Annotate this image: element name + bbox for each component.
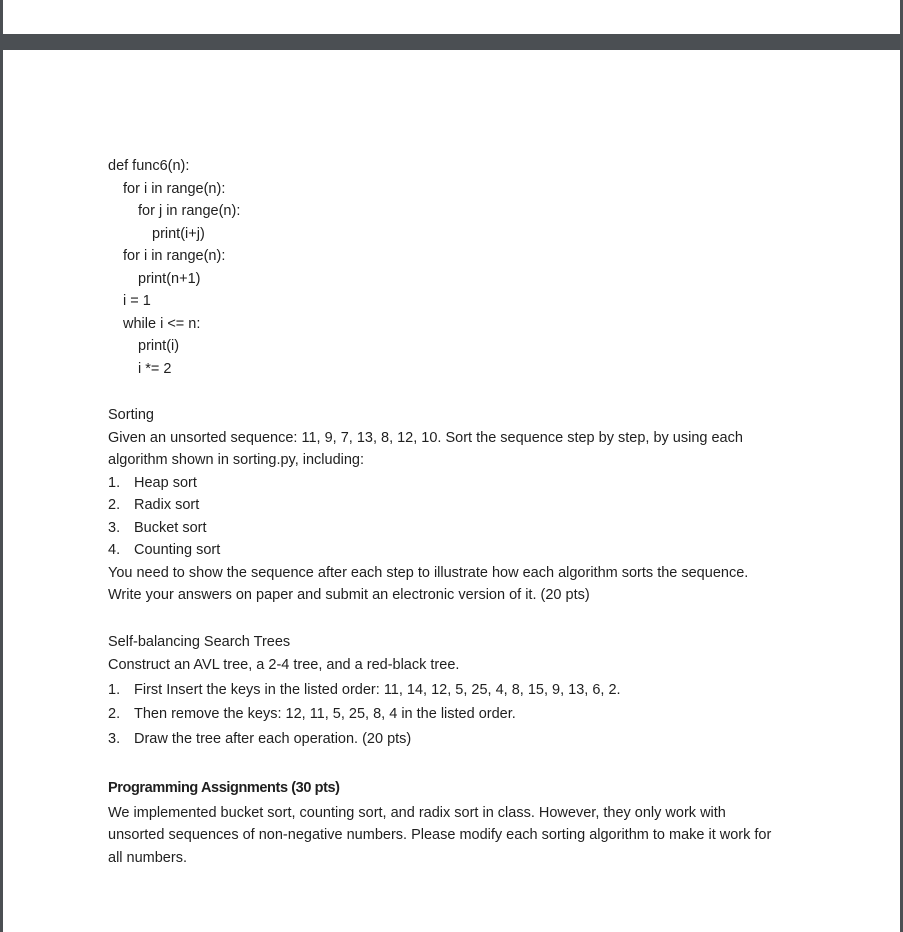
- code-line: while i <= n:: [123, 315, 201, 332]
- spacer: [108, 751, 808, 775]
- list-number: 3.: [108, 519, 121, 536]
- sorting-list: [108, 472, 808, 562]
- code-line: for i in range(n):: [123, 248, 226, 264]
- spacer: [108, 607, 808, 631]
- list-number: 3.: [108, 730, 121, 747]
- document-page: [3, 50, 900, 932]
- code-line: print(i): [138, 338, 180, 354]
- programming-heading: Programming Assignments (30 pts): [108, 780, 340, 796]
- list-item: [108, 472, 808, 495]
- list-text: Draw the tree after each operation. (20 pts): [134, 730, 412, 747]
- programming-text: unsorted sequences of non-negative numbers. Please modify each sorting algorithm to make it work for: [108, 827, 772, 843]
- list-text: Bucket sort: [134, 519, 207, 536]
- code-line: def func6(n):: [108, 158, 190, 174]
- list-item: [108, 539, 808, 562]
- list-item: [108, 702, 808, 727]
- programming-text: all numbers.: [108, 849, 187, 866]
- list-text: Radix sort: [134, 497, 200, 513]
- programming-section: [108, 777, 808, 869]
- list-number: 4.: [108, 542, 121, 558]
- sorting-intro: algorithm shown in sorting.py, including:: [108, 452, 365, 468]
- trees-list: [108, 678, 808, 752]
- sorting-heading: Sorting: [108, 407, 154, 423]
- list-number: 1.: [108, 681, 121, 698]
- list-item: [108, 727, 808, 752]
- list-text: Then remove the keys: 12, 11, 5, 25, 8, 4 in the listed order.: [134, 706, 516, 722]
- code-line: print(i+j): [152, 225, 205, 242]
- trees-intro: Construct an AVL tree, a 2-4 tree, and a red-black tree.: [108, 657, 460, 673]
- sorting-outro: Write your answers on paper and submit an electronic version of it. (20 pts): [108, 587, 590, 603]
- list-item: [108, 494, 808, 517]
- code-line: print(n+1): [138, 270, 201, 287]
- spacer: [108, 380, 808, 404]
- previous-page-bottom: [3, 0, 900, 34]
- list-text: Counting sort: [134, 542, 221, 558]
- trees-section: [108, 631, 808, 752]
- page-content: [108, 155, 808, 869]
- code-line: i *= 2: [138, 360, 172, 377]
- list-text: First Insert the keys in the listed order: 11, 14, 12, 5, 25, 4, 8, 15, 9, 13, 6, 2.: [134, 681, 621, 698]
- sorting-outro: You need to show the sequence after each step to illustrate how each algorithm sorts the sequence.: [108, 564, 749, 581]
- sorting-section: [108, 404, 808, 607]
- code-line: i = 1: [123, 293, 151, 309]
- code-line: for i in range(n):: [123, 180, 226, 197]
- list-number: 2.: [108, 706, 121, 722]
- code-line: for j in range(n):: [138, 203, 241, 219]
- list-item: [108, 517, 808, 540]
- sorting-intro: Given an unsorted sequence: 11, 9, 7, 13, 8, 12, 10. Sort the sequence step by step, by using each: [108, 429, 743, 446]
- code-block: [108, 155, 808, 380]
- programming-text: We implemented bucket sort, counting sort, and radix sort in class. However, they only work with: [108, 804, 726, 821]
- list-number: 1.: [108, 474, 121, 491]
- list-item: [108, 678, 808, 703]
- list-text: Heap sort: [134, 474, 197, 491]
- trees-heading: Self-balancing Search Trees: [108, 633, 291, 650]
- list-number: 2.: [108, 497, 121, 513]
